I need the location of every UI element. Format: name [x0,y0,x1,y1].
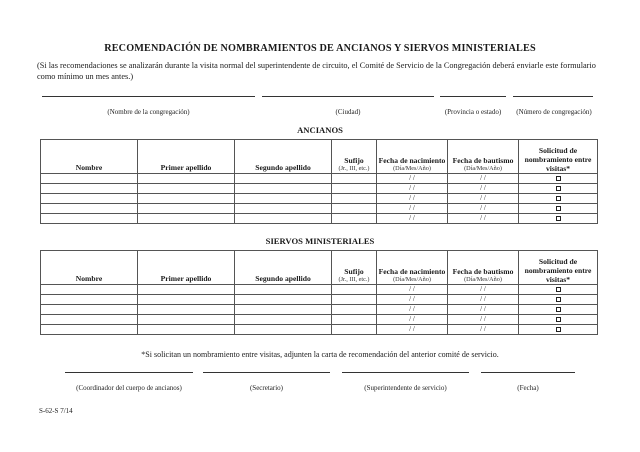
cell-primer-apellido[interactable] [138,285,235,295]
col-solicitud: Solicitud de nombramiento entre visitas* [519,140,598,174]
coordinator-caption: (Coordinador del cuerpo de ancianos) [76,384,182,392]
table-row [41,285,598,295]
col-fecha-nacimiento-sub: (Día/Mes/Año) [393,276,431,283]
col-solicitud: Solicitud de nombramiento entre visitas* [519,251,598,285]
solicitud-checkbox[interactable] [556,176,561,181]
elders-table [40,139,598,224]
cell-primer-apellido[interactable] [138,305,235,315]
cell-fecha-bautismo[interactable]: / / [448,315,519,325]
cell-sufijo[interactable] [332,325,377,335]
cell-nombre[interactable] [41,184,138,194]
table-row [41,214,598,224]
congregation-name-line[interactable] [42,96,255,97]
solicitud-checkbox[interactable] [556,317,561,322]
solicitud-checkbox[interactable] [556,206,561,211]
cell-fecha-nacimiento[interactable]: / / [377,285,448,295]
city-line[interactable] [262,96,434,97]
ministerial-servants-table [40,250,598,335]
table-row [41,184,598,194]
cell-segundo-apellido[interactable] [235,204,332,214]
cell-fecha-nacimiento[interactable]: / / [377,295,448,305]
cell-sufijo[interactable] [332,214,377,224]
cell-nombre[interactable] [41,194,138,204]
cell-nombre[interactable] [41,295,138,305]
cell-primer-apellido[interactable] [138,325,235,335]
solicitud-checkbox[interactable] [556,307,561,312]
cell-fecha-nacimiento[interactable]: / / [377,174,448,184]
cell-solicitud [519,305,598,315]
footnote: *Si solicitan un nombramiento entre visitas, adjunten la carta de recomendación del anterior comité de servicio. [141,350,499,359]
col-primer-apellido: Primer apellido [138,251,235,285]
cell-primer-apellido[interactable] [138,204,235,214]
table-row [41,325,598,335]
congregation-number-line[interactable] [513,96,593,97]
cell-primer-apellido[interactable] [138,295,235,305]
table-row [41,305,598,315]
table-row [41,295,598,305]
col-fecha-nacimiento-label: Fecha de nacimiento [378,267,446,276]
cell-primer-apellido[interactable] [138,315,235,325]
col-segundo-apellido: Segundo apellido [235,140,332,174]
cell-fecha-bautismo[interactable]: / / [448,305,519,315]
cell-solicitud [519,204,598,214]
cell-fecha-nacimiento[interactable]: / / [377,204,448,214]
cell-fecha-nacimiento[interactable]: / / [377,305,448,315]
cell-sufijo[interactable] [332,305,377,315]
cell-fecha-nacimiento[interactable]: / / [377,325,448,335]
cell-nombre[interactable] [41,174,138,184]
form-id: S-62-S 7/14 [39,407,73,415]
cell-segundo-apellido[interactable] [235,214,332,224]
section-title-siervos: SIERVOS MINISTERIALES [265,236,375,246]
col-fecha-nacimiento [377,251,448,285]
cell-solicitud [519,184,598,194]
cell-segundo-apellido[interactable] [235,325,332,335]
solicitud-checkbox[interactable] [556,287,561,292]
congregation-name-caption: (Nombre de la congregación) [107,108,190,116]
cell-solicitud [519,285,598,295]
cell-solicitud [519,315,598,325]
cell-fecha-bautismo[interactable]: / / [448,295,519,305]
cell-nombre[interactable] [41,325,138,335]
col-sufijo [332,140,377,174]
col-fecha-nacimiento-sub: (Día/Mes/Año) [393,165,431,172]
cell-nombre[interactable] [41,214,138,224]
table-row [41,194,598,204]
table-row [41,315,598,325]
col-sufijo-sub: (Jr., III, etc.) [338,276,370,283]
col-sufijo [332,251,377,285]
cell-sufijo[interactable] [332,184,377,194]
col-nombre: Nombre [41,140,138,174]
col-nombre: Nombre [41,251,138,285]
col-fecha-nacimiento-label: Fecha de nacimiento [378,156,446,165]
cell-fecha-nacimiento[interactable]: / / [377,214,448,224]
solicitud-checkbox[interactable] [556,297,561,302]
cell-segundo-apellido[interactable] [235,194,332,204]
cell-segundo-apellido[interactable] [235,305,332,315]
cell-sufijo[interactable] [332,315,377,325]
table-row [41,204,598,214]
cell-fecha-bautismo[interactable]: / / [448,194,519,204]
city-caption: (Ciudad) [335,108,361,116]
col-primer-apellido: Primer apellido [138,140,235,174]
cell-segundo-apellido[interactable] [235,295,332,305]
col-sufijo-label: Sufijo [344,267,364,276]
cell-nombre[interactable] [41,315,138,325]
cell-primer-apellido[interactable] [138,194,235,204]
cell-fecha-bautismo[interactable]: / / [448,214,519,224]
congregation-number-caption: (Número de congregación) [516,108,592,116]
col-sufijo-label: Sufijo [344,156,364,165]
cell-nombre[interactable] [41,285,138,295]
secretary-signature-line[interactable] [203,372,330,373]
col-fecha-bautismo-label: Fecha de bautismo [452,156,514,165]
date-signature-line[interactable] [481,372,575,373]
cell-solicitud [519,174,598,184]
cell-sufijo[interactable] [332,194,377,204]
cell-segundo-apellido[interactable] [235,285,332,295]
cell-fecha-bautismo[interactable]: / / [448,325,519,335]
col-sufijo-sub: (Jr., III, etc.) [338,165,370,172]
cell-fecha-nacimiento[interactable]: / / [377,194,448,204]
cell-segundo-apellido[interactable] [235,315,332,325]
secretary-caption: (Secretario) [249,384,284,392]
cell-fecha-bautismo[interactable]: / / [448,204,519,214]
form-instructions: (Si las recomendaciones se analizarán durante la visita normal del superintendente de circuito, el Comité de Servicio de la Congregación deberá enviarle este formulario como mínimo un mes antes.) [37,61,596,81]
solicitud-checkbox[interactable] [556,186,561,191]
col-fecha-bautismo-sub: (Día/Mes/Año) [464,165,502,172]
cell-sufijo[interactable] [332,174,377,184]
cell-segundo-apellido[interactable] [235,184,332,194]
cell-sufijo[interactable] [332,295,377,305]
section-title-ancianos: ANCIANOS [297,125,343,135]
solicitud-checkbox[interactable] [556,327,561,332]
province-line[interactable] [440,96,506,97]
cell-sufijo[interactable] [332,204,377,214]
service-overseer-caption: (Superintendente de servicio) [364,384,447,392]
col-fecha-nacimiento [377,140,448,174]
date-caption: (Fecha) [517,384,539,392]
service-overseer-signature-line[interactable] [342,372,469,373]
province-caption: (Provincia o estado) [444,108,502,116]
cell-primer-apellido[interactable] [138,214,235,224]
cell-fecha-bautismo[interactable]: / / [448,285,519,295]
solicitud-checkbox[interactable] [556,196,561,201]
col-fecha-bautismo [448,140,519,174]
table-row [41,174,598,184]
cell-segundo-apellido[interactable] [235,174,332,184]
solicitud-checkbox[interactable] [556,216,561,221]
cell-fecha-nacimiento[interactable]: / / [377,184,448,194]
col-fecha-bautismo [448,251,519,285]
col-segundo-apellido: Segundo apellido [235,251,332,285]
cell-solicitud [519,214,598,224]
cell-primer-apellido[interactable] [138,174,235,184]
cell-primer-apellido[interactable] [138,184,235,194]
cell-solicitud [519,325,598,335]
col-fecha-bautismo-sub: (Día/Mes/Año) [464,276,502,283]
form-title: RECOMENDACIÓN DE NOMBRAMIENTOS DE ANCIANOS Y SIERVOS MINISTERIALES [104,43,536,54]
coordinator-signature-line[interactable] [65,372,193,373]
cell-sufijo[interactable] [332,285,377,295]
cell-fecha-bautismo[interactable]: / / [448,184,519,194]
col-fecha-bautismo-label: Fecha de bautismo [452,267,514,276]
cell-fecha-bautismo[interactable]: / / [448,174,519,184]
cell-nombre[interactable] [41,204,138,214]
cell-nombre[interactable] [41,305,138,315]
cell-solicitud [519,194,598,204]
cell-solicitud [519,295,598,305]
cell-fecha-nacimiento[interactable]: / / [377,315,448,325]
